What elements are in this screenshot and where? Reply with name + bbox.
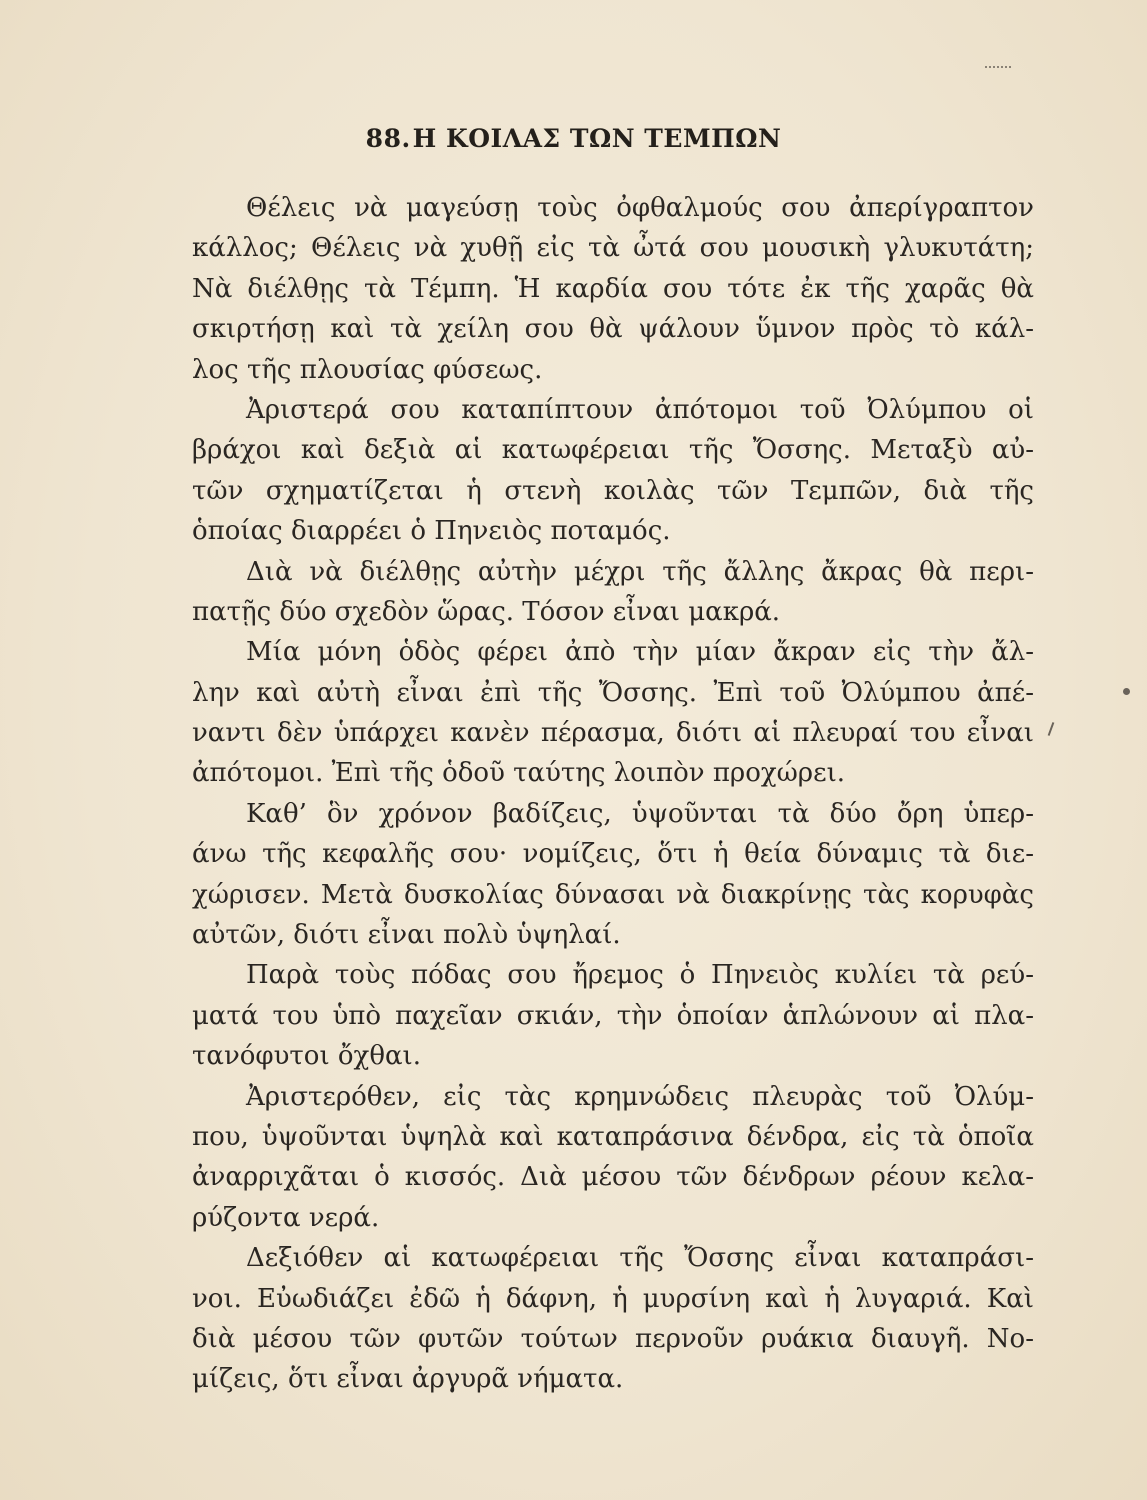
text-line: Ἀριστερά σου καταπίπτουν ἀπότομοι τοῦ Ὀλύμπου οἱ [246, 394, 1034, 425]
text-line: διὰ μέσου τῶν φυτῶν τούτων περνοῦν ρυάκια διαυγῆ. Νο- [192, 1323, 1034, 1354]
text-line: πατῇς δύο σχεδὸν ὥρας. Τόσον εἶναι μακρά. [192, 596, 781, 627]
margin-dot [1123, 688, 1130, 695]
text-line: βράχοι καὶ δεξιὰ αἱ κατωφέρειαι τῆς Ὄσσης. Μεταξὺ αὐ- [192, 435, 1034, 466]
text-line: ἀναρριχᾶται ὁ κισσός. Διὰ μέσου τῶν δένδρων ρέουν κελα- [192, 1162, 1034, 1193]
text-line: αὐτῶν, διότι εἶναι πολὺ ὑψηλαί. [192, 920, 621, 951]
text-line: μίζεις, ὅτι εἶναι ἀργυρᾶ νήματα. [192, 1364, 624, 1395]
text-line: Μία μόνη ὁδὸς φέρει ἀπὸ τὴν μίαν ἄκραν εἰς τὴν ἄλ- [246, 637, 1034, 668]
text-line: τῶν σχηματίζεται ἡ στενὴ κοιλὰς τῶν Τεμπῶν, διὰ τῆς [192, 475, 1034, 506]
text-line: Ἀριστερόθεν, εἰς τὰς κρημνώδεις πλευρὰς τοῦ Ὀλύμ- [246, 1081, 1034, 1112]
page-speck [985, 66, 1011, 71]
text-line: κάλλος; Θέλεις νὰ χυθῇ εἰς τὰ ὦτά σου μουσικὴ γλυκυτάτη; [192, 233, 1034, 264]
text-line: Παρὰ τοὺς πόδας σου ἤρεμος ὁ Πηνειὸς κυλίει τὰ ρεύ- [246, 960, 1034, 991]
text-line: Θέλεις νὰ μαγεύσῃ τοὺς ὀφθαλμούς σου ἀπερίγραπτον [246, 193, 1034, 223]
text-line: Καθ’ ὃν χρόνον βαδίζεις, ὑψοῦνται τὰ δύο ὄρη ὑπερ- [246, 798, 1034, 829]
text-line: ἀπότομοι. Ἐπὶ τῆς ὁδοῦ ταύτης λοιπὸν προχώρει. [192, 758, 846, 789]
chapter-title: Η ΚΟΙΛΑΣ ΤΩΝ ΤΕΜΠΩΝ [412, 124, 782, 153]
text-line: λος τῆς πλουσίας φύσεως. [192, 354, 543, 385]
chapter-heading [0, 124, 1147, 153]
text-line: χώρισεν. Μετὰ δυσκολίας δύνασαι νὰ διακρίνῃς τὰς κορυφὰς [192, 879, 1034, 910]
body-text [192, 188, 1034, 1400]
chapter-number: 88. [365, 124, 411, 153]
text-line: ματά του ὑπὸ παχεῖαν σκιάν, τὴν ὁποίαν ἁπλώνουν αἱ πλα- [192, 1000, 1034, 1031]
text-line: άνω τῆς κεφαλῆς σου· νομίζεις, ὅτι ἡ θεία δύναμις τὰ διε- [192, 839, 1034, 870]
text-line: που, ὑψοῦνται ὑψηλὰ καὶ καταπράσινα δένδρα, εἰς τὰ ὁποῖα [192, 1121, 1034, 1152]
text-line: ρύζοντα νερά. [192, 1202, 380, 1233]
text-line: ναντι δὲν ὑπάρχει κανὲν πέρασμα, διότι αἱ πλευραί του εἶναι [192, 718, 1034, 749]
margin-tick [1048, 722, 1055, 736]
text-line: λην καὶ αὐτὴ εἶναι ἐπὶ τῆς Ὄσσης. Ἐπὶ τοῦ Ὀλύμπου ἀπέ- [192, 677, 1034, 708]
text-line: σκιρτήσῃ καὶ τὰ χείλη σου θὰ ψάλουν ὕμνον πρὸς τὸ κάλ- [192, 314, 1034, 345]
text-line: νοι. Εὐωδιάζει ἐδῶ ἡ δάφνη, ἡ μυρσίνη καὶ ἡ λυγαριά. Καὶ [192, 1283, 1034, 1314]
text-line: Διὰ νὰ διέλθῃς αὐτὴν μέχρι τῆς ἄλλης ἄκρας θὰ περι- [246, 556, 1034, 587]
text-line: Δεξιόθεν αἱ κατωφέρειαι τῆς Ὄσσης εἶναι καταπράσι- [246, 1243, 1034, 1274]
text-line: ὁποίας διαρρέει ὁ Πηνειὸς ποταμός. [192, 516, 671, 547]
text-line: Νὰ διέλθῃς τὰ Τέμπη. Ἡ καρδία σου τότε ἐκ τῆς χαρᾶς θὰ [192, 273, 1034, 304]
text-line: τανόφυτοι ὄχθαι. [192, 1041, 421, 1072]
